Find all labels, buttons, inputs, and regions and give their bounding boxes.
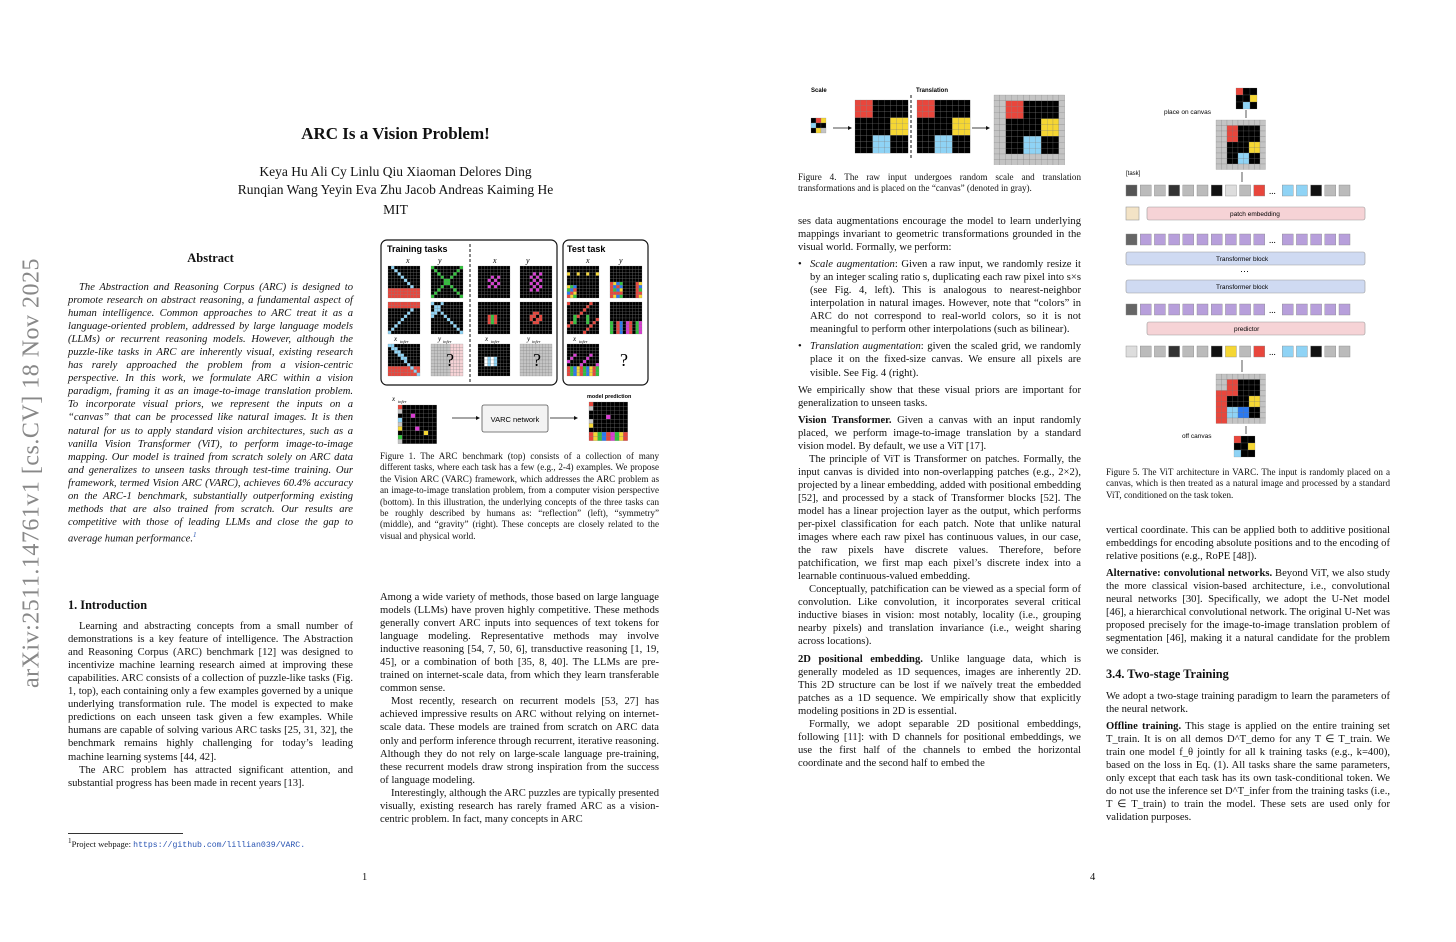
- alternative-convnets-paragraph: Alternative: convolutional networks. Beyond ViT, we also study the more classical vision-based architecture, i.e., convolutional neural networks [30]. Specifically, we adopt the U-Net model [46], a hierarchical convolutional network. The original U-Net was proposed precisely for the image-to-image translation problem of segmentation [46], making it a natural candidate for the problem we consider.: [1106, 568, 1390, 658]
- p4-col2-paragraph-0: vertical coordinate. This can be applied both to additive positional embeddings for encoding absolute positions and to the encoding of relative positions (e.g., RoPE [48]).: [1106, 525, 1390, 563]
- label-infer-sub: infer: [398, 399, 407, 404]
- arxiv-id: arXiv:2511.14761v1 [cs.CV] 18 Nov 2025: [18, 257, 45, 689]
- ellipsis: ...: [1269, 305, 1276, 315]
- predicted-patches: [1126, 346, 1350, 357]
- test-grid: [567, 266, 599, 298]
- label-y: y: [438, 256, 442, 265]
- train-grid: [520, 302, 552, 334]
- intro-paragraph-2: The ARC problem has attracted significant attention, and substantial progress has been made in recent years [13].: [68, 764, 353, 789]
- label-infer-sub: infer: [400, 339, 409, 344]
- predictor-label: predictor: [1234, 326, 1260, 333]
- label-x: x: [493, 256, 497, 265]
- p1-col2-paragraph-1: Among a wide variety of methods, those based on large language models (LLMs) have proven highly competitive. These methods generally convert ARC inputs into sequences of text tokens for language modeling. Representative methods may involve inductive reasoning [54, 7, 50, 6], transductive reasoning [1, 19, 45], or a combination of both [35, 8, 40]. The LLMs are pre-trained on internet-scale data, from which they learn transferable common sense.: [380, 592, 659, 695]
- paper-title: ARC Is a Vision Problem!: [301, 124, 490, 143]
- authors-line-1: Keya Hu Ali Cy Linlu Qiu Xiaoman Delores Ding: [259, 164, 532, 179]
- p4-col1-paragraph-1: We empirically show that these visual priors are important for generalization to unseen tasks.: [798, 384, 1081, 409]
- figure-5-caption: Figure 5. The ViT architecture in VARC. The input is randomly placed on a canvas, which is then treated as a natural image and processed by a standard ViT, conditioned on the task token.: [1106, 467, 1390, 500]
- label-x-infer: x: [485, 335, 489, 343]
- stack-ellipsis: ⋯: [1240, 266, 1249, 276]
- pos-paragraph-2: Formally, we adopt separable 2D positional embeddings, following [11]: with D channels for positional embeddings, we use the first half of the channels to embed the horizontal coordinate and the second half to embed the: [798, 718, 1081, 769]
- page-4: [728, 0, 1456, 942]
- test-grid: [610, 302, 642, 334]
- introduction: [68, 599, 353, 790]
- page4-column-1: [798, 215, 1081, 770]
- label-x: x: [406, 256, 410, 265]
- scaled-grid-2: [917, 100, 970, 153]
- output-arrowhead: [574, 416, 578, 420]
- train-grid: [520, 266, 552, 298]
- figure-4-caption: Figure 4. The raw input undergoes random scale and translation transformations and is placed on the “canvas” (denoted in gray).: [798, 172, 1081, 194]
- training-tasks-label: Training tasks: [387, 244, 448, 254]
- figure-1-caption: Figure 1. The ARC benchmark (top) consists of a collection of many different tasks, where each task has a few (e.g., 2-4) examples. We propose the Vision ARC (VARC) framework, which addresses the ARC problem as an image-to-image translation problem, from a computer vision perspective (bottom). In this illustration, the underlying concepts of the three tasks can be roughly described by humans as: “reflection” (left), “symmetry” (middle), and “gravity” (right). These concepts are closely related to the visual and physical world.: [380, 451, 659, 541]
- figure-4: [808, 80, 1108, 165]
- unknown-output-mark: ?: [620, 350, 628, 370]
- translation-augmentation-bullet: • Translation augmentation: given the scaled grid, we randomly place it on the fixed-size canvas. We ensure all pixels are visible. See Fig. 4 (right).: [798, 340, 1081, 379]
- transformer-block-label: Transformer block: [1216, 256, 1269, 263]
- task-label: [task]: [1126, 171, 1141, 177]
- label-x-infer: x: [573, 335, 577, 343]
- abstract-heading: Abstract: [187, 251, 234, 265]
- test-task-label: Test task: [567, 244, 606, 254]
- output-canvas-grid: [1216, 374, 1266, 424]
- scale-label: Scale: [811, 88, 827, 94]
- label-x-infer-bottom: x: [392, 395, 396, 403]
- abstract-text: The Abstraction and Reasoning Corpus (ARC) is designed to promote research on abstract reasoning, a fundamental aspect of human intelligence. Common approaches to ARC treat it as a language-oriented problem, addressed by large language models (LLMs) or recurrent reasoning models. However, although the puzzle-like tasks in ARC are inherently visual, existing research has rarely approached the problem from a vision-centric perspective. In this work, we formulate ARC within a vision paradigm, framing it as an image-to-image translation problem. To incorporate visual priors, we represent the inputs on a “canvas” that can be processed like natural images. It is then natural for us to apply standard vision architectures, such as a vanilla Vision Transformer (ViT), to perform image-to-image mapping. Our model is trained from scratch solely on ARC data and generalizes to unseen tasks through test-time training. Our framework, termed Vision ARC (VARC), achieves 60.4% accuracy on the ARC-1 benchmark, substantially outperforming existing methods that are also trained from scratch. Our results are competitive with those of leading LLMs and close the gap to average human performance.$^1$: [68, 282, 353, 545]
- raw-input-grid: [1236, 88, 1257, 109]
- label-x-infer: x: [394, 335, 398, 343]
- label-y: y: [526, 256, 530, 265]
- translation-label: Translation: [916, 88, 949, 94]
- arxiv-stamp: [12, 258, 52, 688]
- vit-paragraph-2: The principle of ViT is Transformer on patches. Formally, the input canvas is divided into non-overlapping patches (e.g., 2×2), projected by a linear embedding, added with positional embedding [52], and processed by a stack of Transformer blocks [52]. The model has a linear projection layer as the output, which performs per-pixel classification for each patch. Note that unlike natural images where each raw pixel has continuous values, in our case, the raw pixels have discrete values. Therefore, before patchification, we first map each pixel’s discrete index into a learnable continuous-valued embedding.: [798, 453, 1081, 583]
- vit-paragraph-3: Conceptually, patchification can be viewed as a special form of convolution. Like convolution, it incorporates several critical inductive biases in vision: most notably, locality (i.e., grouping nearby pixels) and translation invariance (i.e., weight sharing across locations).: [798, 584, 1081, 648]
- train-grid: [388, 302, 420, 334]
- patch-tokens: [1126, 185, 1350, 196]
- embedded-tokens: [1126, 234, 1350, 245]
- transformer-block-label: Transformer block: [1216, 284, 1269, 291]
- project-url-link[interactable]: https://github.com/lillian039/VARC.: [133, 840, 306, 850]
- authors-line-2: Runqian Wang Yeyin Eva Zhu Jacob Andreas Kaiming He: [237, 182, 554, 197]
- label-y-infer: y: [527, 335, 531, 343]
- unknown-output-mark: ?: [446, 350, 454, 370]
- page-number-1: 1: [362, 872, 368, 883]
- label-x: x: [586, 256, 590, 265]
- label-infer-sub: infer: [491, 339, 500, 344]
- test-grid: [567, 302, 599, 334]
- infer-grid: [388, 344, 420, 376]
- p4-col1-paragraph-0: ses data augmentations encourage the model to learn underlying mappings invariant to geometric transformations grounded in the visual world. Formally, we perform:: [798, 216, 1081, 254]
- input-arrowhead: [476, 416, 480, 420]
- place-on-canvas-label: place on canvas: [1164, 109, 1211, 116]
- page-number-4: 4: [1090, 872, 1096, 883]
- vit-diagram: [1126, 88, 1365, 457]
- output-tokens: [1126, 304, 1350, 315]
- figure-1: [380, 238, 660, 448]
- sec34-paragraph: We adopt a two-stage training paradigm to learn the parameters of the neural network.: [1106, 690, 1390, 715]
- raw-input-grid: [811, 118, 826, 133]
- footnote: $^1$Project webpage: https://github.com/lillian039/VARC.: [68, 837, 306, 850]
- section-3-4-heading: 3.4. Two-stage Training: [1106, 667, 1229, 682]
- ellipsis: ...: [1269, 347, 1276, 357]
- canvas-grid: [994, 95, 1065, 165]
- test-grid: [610, 266, 642, 298]
- abstract: [68, 281, 353, 545]
- figure-5: [1122, 84, 1370, 462]
- label-infer-sub: infer: [532, 339, 541, 344]
- label-y: y: [619, 256, 623, 265]
- scale-augmentation-bullet: • Scale augmentation: Given a raw input, we randomly resize it by an integer scaling ratio s, duplicating each raw pixel into s×s (see Fig. 4, left). This is analogous to nearest-neighbor interpolation in natural images. However, note that “colors” in ARC do not correspond to real-world colors, so it is not meaningful to perform other interpolations (such as bilinear).: [798, 258, 1081, 336]
- train-grid: [478, 266, 510, 298]
- bottom-input-grid: [398, 405, 437, 444]
- varc-network-label: VARC network: [490, 415, 540, 424]
- train-grid: [388, 266, 420, 298]
- positional-embedding-paragraph: 2D positional embedding. Unlike language data, which is generally modeled as 1D sequences, images are inherently 2D. This 2D structure can be lost if we naïvely treat the embedded patches as a 1D sequence. We empirically show that explicitly modeling positions in 2D is essential.: [798, 653, 1081, 717]
- bottom-prediction-grid: [589, 402, 628, 441]
- page1-column-2: [380, 591, 659, 826]
- train-grid: [431, 302, 463, 334]
- train-grid: [431, 266, 463, 298]
- patch-embedding-label: patch embedding: [1230, 211, 1280, 218]
- ellipsis: ...: [1269, 235, 1276, 245]
- train-grid: [478, 302, 510, 334]
- offline-training-paragraph: Offline training. This stage is applied on the entire training set T_train. It is on all demos D^T_demo for any T ∈ T_train. We train one model f_θ jointly for all k training tasks (e.g., k=400), based on the loss in Eq. (1). All tasks share the same parameters, only except that each task has its own task-conditional token. We do not use the inference set D^T_infer from the training tasks (i.e., T ∈ T_train) to train the model. These sets are used only for validation purposes.: [1106, 720, 1390, 823]
- p1-col2-paragraph-2: Most recently, research on recurrent models [53, 27] has achieved impressive results on ARC without relying on internet-scale data. These models are trained from scratch on ARC data only and perform inference through recurrent, iterative reasoning. Although they do not rely on large-scale language pre-training, these recurrent models draw strong inspiration from the success of language modeling.: [380, 696, 659, 786]
- off-canvas-label: off canvas: [1182, 433, 1212, 440]
- ellipsis: ...: [1269, 186, 1276, 196]
- infer-grid: [478, 344, 510, 376]
- vision-transformer-paragraph: Vision Transformer. Given a canvas with an input randomly placed, we perform image-to-image translation by a standard vision model. By default, we use a ViT [17].: [798, 414, 1081, 452]
- intro-paragraph-1: Learning and abstracting concepts from a small number of demonstrations is a key feature of intelligence. The Abstraction and Reasoning Corpus (ARC) benchmark [12] was designed to incentivize machine learning research aimed at improving these capabilities. ARC consists of a collection of puzzle-like tasks (Fig. 1, top), each containing only a few examples governed by a unique underlying transformation rule. The model is expected to make predictions on each unseen task given a few examples. While humans are capable of solving various ARC tasks [25, 31, 32], the benchmark remains highly challenging for today’s leading machine learning systems [44, 42].: [68, 621, 353, 763]
- canvas-grid: [1216, 120, 1266, 170]
- label-y-infer: y: [438, 335, 442, 343]
- task-token: [1126, 207, 1139, 220]
- affiliation: MIT: [383, 202, 408, 217]
- unknown-output-mark: ?: [533, 350, 541, 370]
- model-prediction-label: model prediction: [587, 394, 632, 400]
- infer-grid: [567, 344, 599, 376]
- label-infer-sub: infer: [579, 339, 588, 344]
- fig4-grids: [811, 95, 1065, 165]
- label-infer-sub: infer: [443, 339, 452, 344]
- scaled-grid: [855, 100, 908, 153]
- p1-col2-paragraph-3: Interestingly, although the ARC puzzles are typically presented visually, existing research has rarely framed ARC as a vision-centric problem. In fact, many concepts in ARC: [380, 787, 659, 825]
- final-output-grid: [1234, 436, 1255, 457]
- footnote-rule: [68, 833, 183, 834]
- intro-heading: 1. Introduction: [68, 598, 148, 612]
- page4-column-2: [1106, 524, 1390, 824]
